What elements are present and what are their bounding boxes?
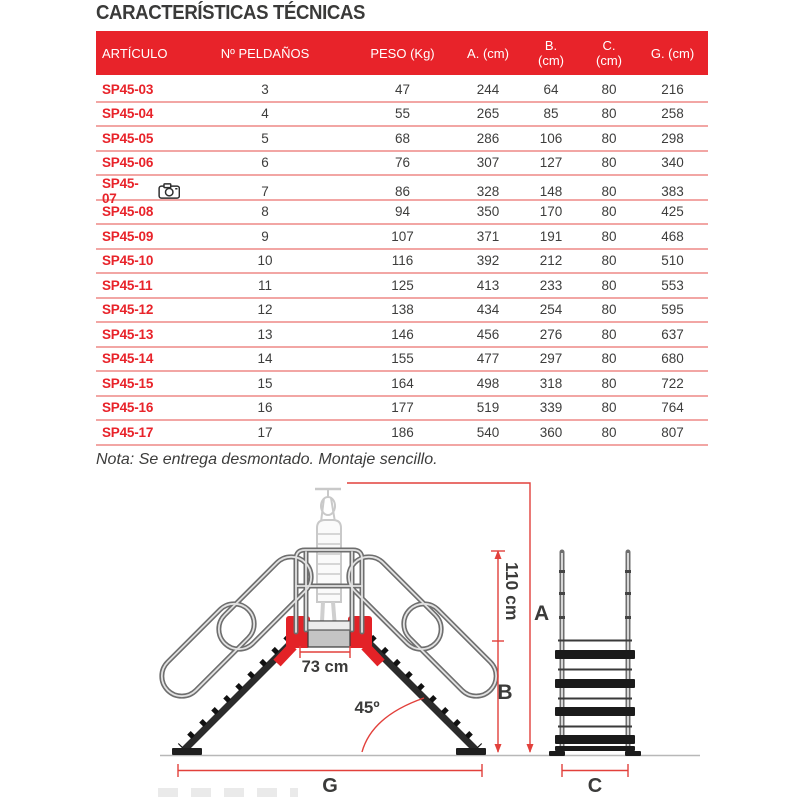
- column-header-line2: (cm): [596, 53, 622, 68]
- dim-g-cell: 510: [661, 253, 684, 269]
- article-code: SP45-08: [102, 204, 154, 220]
- dim-b-cell: 106: [539, 130, 563, 146]
- weight-cell: 94: [394, 204, 411, 220]
- dim-c-cell: 80: [601, 183, 617, 199]
- dim-b-cell: 64: [543, 81, 559, 97]
- dim-g-cell: 340: [661, 155, 684, 171]
- table-row: [96, 372, 708, 397]
- column-header: [350, 46, 455, 61]
- dim-a-cell: 413: [476, 277, 500, 293]
- article-cell: [96, 278, 180, 293]
- column-header-line1: Nº PELDAÑOS: [220, 45, 310, 61]
- table-body: [96, 78, 708, 446]
- dim-g-cell: 425: [661, 204, 684, 220]
- label-73cm: 73 cm: [301, 658, 349, 676]
- article-code: SP45-15: [102, 375, 154, 391]
- stair-stringers: [172, 637, 486, 755]
- article-cell: [96, 106, 180, 121]
- dim-g-cell: 595: [661, 302, 684, 318]
- dim-b-cell: 297: [539, 351, 563, 367]
- steps-cell: 16: [257, 400, 273, 416]
- column-header-line1: ARTÍCULO: [102, 45, 168, 61]
- column-header: [581, 38, 637, 68]
- weight-cell: 76: [394, 155, 411, 171]
- column-header: [455, 46, 521, 61]
- label-g: G: [322, 775, 338, 797]
- dim-a-cell: 371: [476, 228, 500, 244]
- table-row: [96, 323, 708, 348]
- column-header-line1: G. (cm): [650, 45, 695, 61]
- column-header-line1: PESO (Kg): [370, 45, 435, 61]
- article-code: SP45-03: [102, 81, 154, 97]
- article-cell: [96, 400, 180, 415]
- article-code: SP45-07: [102, 176, 139, 206]
- weight-cell: 116: [391, 253, 414, 269]
- dim-c-cell: 80: [601, 302, 617, 318]
- dim-a-cell: 498: [476, 375, 500, 391]
- page-title: CARACTERÍSTICAS TÉCNICAS: [96, 2, 366, 24]
- table-row: [96, 127, 708, 152]
- column-header: [96, 46, 180, 61]
- article-code: SP45-11: [102, 277, 153, 293]
- steps-cell: 3: [261, 81, 269, 97]
- front-view-ladder: [549, 552, 641, 756]
- dim-c-cell: 80: [601, 277, 617, 293]
- article-code: SP45-09: [102, 228, 154, 244]
- article-cell: [96, 425, 180, 440]
- article-code: SP45-05: [102, 130, 154, 146]
- article-code: SP45-12: [102, 302, 154, 318]
- dim-g-cell: 298: [661, 130, 684, 146]
- column-header-line1: B.: [544, 38, 558, 53]
- label-b: B: [497, 681, 513, 704]
- dim-a-cell: 540: [476, 424, 500, 440]
- dim-g-cell: 553: [661, 277, 684, 293]
- article-cell: [96, 229, 180, 244]
- dim-c-cell: 80: [601, 400, 617, 416]
- technical-drawing: [0, 475, 800, 800]
- dim-a-cell: 244: [476, 81, 500, 97]
- table-row: [96, 152, 708, 177]
- weight-cell: 146: [391, 326, 414, 342]
- spec-table: [96, 31, 708, 446]
- table-row: [96, 250, 708, 275]
- steps-cell: 9: [261, 228, 269, 244]
- article-code: SP45-17: [102, 424, 154, 440]
- article-cell: [96, 82, 180, 97]
- weight-cell: 86: [394, 183, 411, 199]
- dim-g-cell: 680: [661, 351, 684, 367]
- dim-b-cell: 360: [539, 424, 563, 440]
- dim-b-cell: 85: [543, 106, 559, 122]
- table-row: [96, 225, 708, 250]
- label-a: A: [534, 602, 550, 625]
- column-header: [180, 46, 350, 61]
- weight-cell: 164: [391, 375, 414, 391]
- label-c: C: [587, 775, 603, 797]
- table-row: [96, 78, 708, 103]
- dim-b-cell: 170: [539, 204, 563, 220]
- dim-c-cell: 80: [601, 155, 617, 171]
- dim-a-cell: 434: [476, 302, 500, 318]
- table-header-row: [96, 31, 708, 75]
- dim-a-cell: 392: [476, 253, 500, 269]
- dim-c-cell: 80: [601, 204, 617, 220]
- article-code: SP45-06: [102, 155, 154, 171]
- weight-cell: 125: [391, 277, 414, 293]
- steps-cell: 15: [257, 375, 273, 391]
- article-cell: [96, 351, 180, 366]
- dim-a-cell: 477: [476, 351, 500, 367]
- column-header-line1: C.: [602, 38, 616, 53]
- table-row: [96, 201, 708, 226]
- steps-cell: 13: [257, 326, 273, 342]
- dim-b-cell: 127: [539, 155, 563, 171]
- dim-g-cell: 722: [661, 375, 684, 391]
- column-header: [521, 38, 581, 68]
- article-code: SP45-16: [102, 400, 154, 416]
- table-row: [96, 348, 708, 373]
- steps-cell: 14: [257, 351, 273, 367]
- dim-c-cell: 80: [601, 81, 617, 97]
- dim-g-cell: 383: [661, 183, 684, 199]
- article-code: SP45-13: [102, 326, 154, 342]
- dim-g-cell: 216: [661, 81, 684, 97]
- dim-b-cell: 254: [539, 302, 563, 318]
- weight-cell: 138: [391, 302, 414, 318]
- dim-b-cell: 191: [539, 228, 563, 244]
- table-row: [96, 397, 708, 422]
- dim-g-cell: 258: [661, 106, 684, 122]
- camera-icon[interactable]: [158, 181, 180, 201]
- dim-a-cell: 328: [476, 183, 500, 199]
- article-cell: [96, 204, 180, 219]
- steps-cell: 7: [261, 183, 269, 199]
- steps-cell: 10: [257, 253, 273, 269]
- column-header-line1: A. (cm): [467, 45, 509, 61]
- dim-c-cell: 80: [601, 326, 617, 342]
- weight-cell: 55: [394, 106, 411, 122]
- dim-b-cell: 276: [539, 326, 563, 342]
- assembly-note: Nota: Se entrega desmontado. Montaje sencillo.: [96, 451, 438, 468]
- steps-cell: 12: [257, 302, 273, 318]
- label-45deg: 45º: [354, 698, 380, 717]
- dim-c-cell: 80: [601, 130, 617, 146]
- weight-cell: 107: [391, 228, 414, 244]
- weight-cell: 47: [394, 81, 411, 97]
- article-cell: [96, 131, 180, 146]
- article-cell: [96, 376, 180, 391]
- dim-a-cell: 286: [476, 130, 500, 146]
- table-row: [96, 176, 708, 206]
- dim-g-cell: 764: [661, 400, 684, 416]
- dim-c-cell: 80: [601, 424, 617, 440]
- column-header-line2: (cm): [538, 53, 564, 68]
- steps-cell: 4: [261, 106, 269, 122]
- cropped-footer-artifact: [158, 788, 298, 797]
- dim-g-cell: 637: [661, 326, 684, 342]
- dim-g-cell: 807: [661, 424, 684, 440]
- dim-c-cell: 80: [601, 253, 617, 269]
- weight-cell: 68: [394, 130, 411, 146]
- dim-c-cell: 80: [601, 351, 617, 367]
- table-row: [96, 299, 708, 324]
- article-cell: [96, 155, 180, 170]
- dim-b-cell: 148: [539, 183, 563, 199]
- weight-cell: 177: [391, 400, 414, 416]
- dim-a-cell: 456: [476, 326, 500, 342]
- dim-a-cell: 265: [476, 106, 500, 122]
- table-row: [96, 103, 708, 128]
- article-code: SP45-10: [102, 253, 154, 269]
- dim-c-cell: 80: [601, 375, 617, 391]
- table-row: [96, 421, 708, 446]
- dim-c-cell: 80: [601, 228, 617, 244]
- dim-c-cell: 80: [601, 106, 617, 122]
- steps-cell: 17: [257, 424, 273, 440]
- steps-cell: 11: [257, 277, 272, 293]
- steps-cell: 6: [261, 155, 269, 171]
- dim-b-cell: 339: [539, 400, 563, 416]
- weight-cell: 155: [391, 351, 414, 367]
- steps-cell: 5: [261, 130, 269, 146]
- article-cell: [96, 302, 180, 317]
- weight-cell: 186: [391, 424, 414, 440]
- person-figure: [315, 489, 341, 641]
- dim-b-cell: 318: [539, 375, 563, 391]
- dim-b-cell: 233: [539, 277, 563, 293]
- column-header: [637, 46, 708, 61]
- dim-g-cell: 468: [661, 228, 684, 244]
- article-cell: [96, 327, 180, 342]
- table-row: [96, 274, 708, 299]
- dim-b-cell: 212: [539, 253, 563, 269]
- steps-cell: 8: [261, 204, 269, 220]
- label-110cm: 110 cm: [502, 562, 522, 621]
- dim-a-cell: 307: [476, 155, 500, 171]
- article-cell: [96, 176, 180, 206]
- dim-a-cell: 350: [476, 204, 500, 220]
- article-cell: [96, 253, 180, 268]
- dim-a-cell: 519: [476, 400, 500, 416]
- platform: [277, 616, 381, 663]
- article-code: SP45-14: [102, 351, 154, 367]
- article-code: SP45-04: [102, 106, 154, 122]
